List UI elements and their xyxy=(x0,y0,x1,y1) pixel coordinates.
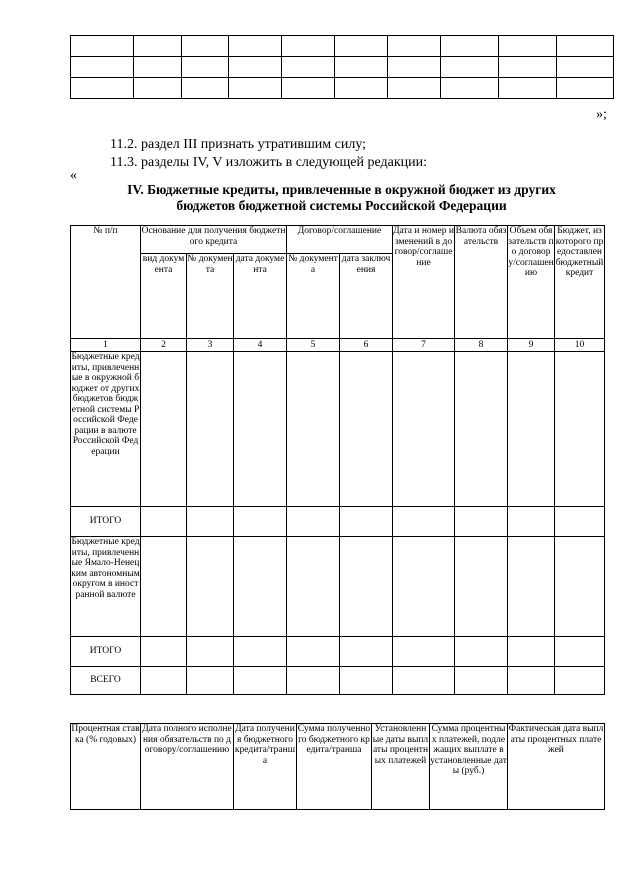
table-row xyxy=(71,36,614,57)
col-number: 6 xyxy=(340,339,393,352)
header-actual-payment-date: Фактическая дата выплаты процентных платежей xyxy=(508,724,605,810)
column-numbers-row xyxy=(71,339,605,352)
interest-payments-table xyxy=(70,723,605,810)
row-label-grand-total: ВСЕГО xyxy=(71,667,141,695)
row-label-foreign-credits: Бюджетные кредиты, привлеченные Ямало-Ненецким автономным округом в иностранной валюте xyxy=(71,537,141,637)
header-basis-type: вид документа xyxy=(141,254,187,339)
header-volume: Объем обязательств по договору/соглашению xyxy=(508,226,555,339)
opening-quote: « xyxy=(70,168,77,183)
col-number: 3 xyxy=(187,339,234,352)
table-row xyxy=(71,537,605,637)
col-number: 2 xyxy=(141,339,187,352)
header-payment-amount: Сумма процентных платежей, подлежащих выплате в установленные даты (руб.) xyxy=(430,724,508,810)
previous-table-fragment xyxy=(70,35,614,99)
header-num: № п/п xyxy=(71,226,141,339)
row-label-total: ИТОГО xyxy=(71,507,141,537)
row-label-domestic-credits: Бюджетные кредиты, привлеченные в окружной бюджет от других бюджетов бюджетной системы Российской Федерации в валюте Российской Федерации xyxy=(71,352,141,507)
budget-credits-table xyxy=(70,225,605,695)
table-row xyxy=(71,78,614,99)
paragraph-11-3: 11.3. разделы IV, V изложить в следующей редакции: xyxy=(110,155,428,170)
header-interest-rate: Процентная ставка (% годовых) xyxy=(71,724,141,810)
section-title-line-2: бюджетов бюджетной системы Российской Федерации xyxy=(176,198,507,213)
table-header-row xyxy=(71,724,605,810)
header-payment-dates: Установленные даты выплаты процентных платежей xyxy=(372,724,430,810)
header-receipt-date: Дата получения бюджетного кредита/транша xyxy=(234,724,297,810)
table-header-row xyxy=(71,226,605,254)
closing-quote: »; xyxy=(596,107,607,122)
header-full-execution-date: Дата полного исполнения обязательств по договору/соглашению xyxy=(141,724,234,810)
col-number: 7 xyxy=(393,339,455,352)
table-row xyxy=(71,667,605,695)
header-changes: Дата и номер изменений в договор/соглашение xyxy=(393,226,455,339)
table-row xyxy=(71,57,614,78)
section-title-line-1: IV. Бюджетные кредиты, привлеченные в окружной бюджет из других xyxy=(127,182,556,197)
header-budget: Бюджет, из которого предоставлен бюджетный кредит xyxy=(555,226,605,339)
header-agreement-number: № документа xyxy=(287,254,340,339)
row-label-total: ИТОГО xyxy=(71,637,141,667)
section-title xyxy=(70,182,613,214)
header-agreement-date: дата заключения xyxy=(340,254,393,339)
table-row xyxy=(71,507,605,537)
paragraph-11-2: 11.2. раздел III признать утратившим силу; xyxy=(110,137,367,152)
col-number: 9 xyxy=(508,339,555,352)
table-row xyxy=(71,637,605,667)
header-currency: Валюта обязательств xyxy=(455,226,508,339)
header-agreement: Договор/соглашение xyxy=(287,226,393,254)
header-basis: Основание для получения бюджетного кредита xyxy=(141,226,287,254)
col-number: 5 xyxy=(287,339,340,352)
header-received-amount: Сумма полученного бюджетного кредита/транша xyxy=(297,724,372,810)
col-number: 10 xyxy=(555,339,605,352)
header-basis-number: № документа xyxy=(187,254,234,339)
col-number: 8 xyxy=(455,339,508,352)
table-row xyxy=(71,352,605,507)
col-number: 1 xyxy=(71,339,141,352)
col-number: 4 xyxy=(234,339,287,352)
header-basis-date: дата документа xyxy=(234,254,287,339)
